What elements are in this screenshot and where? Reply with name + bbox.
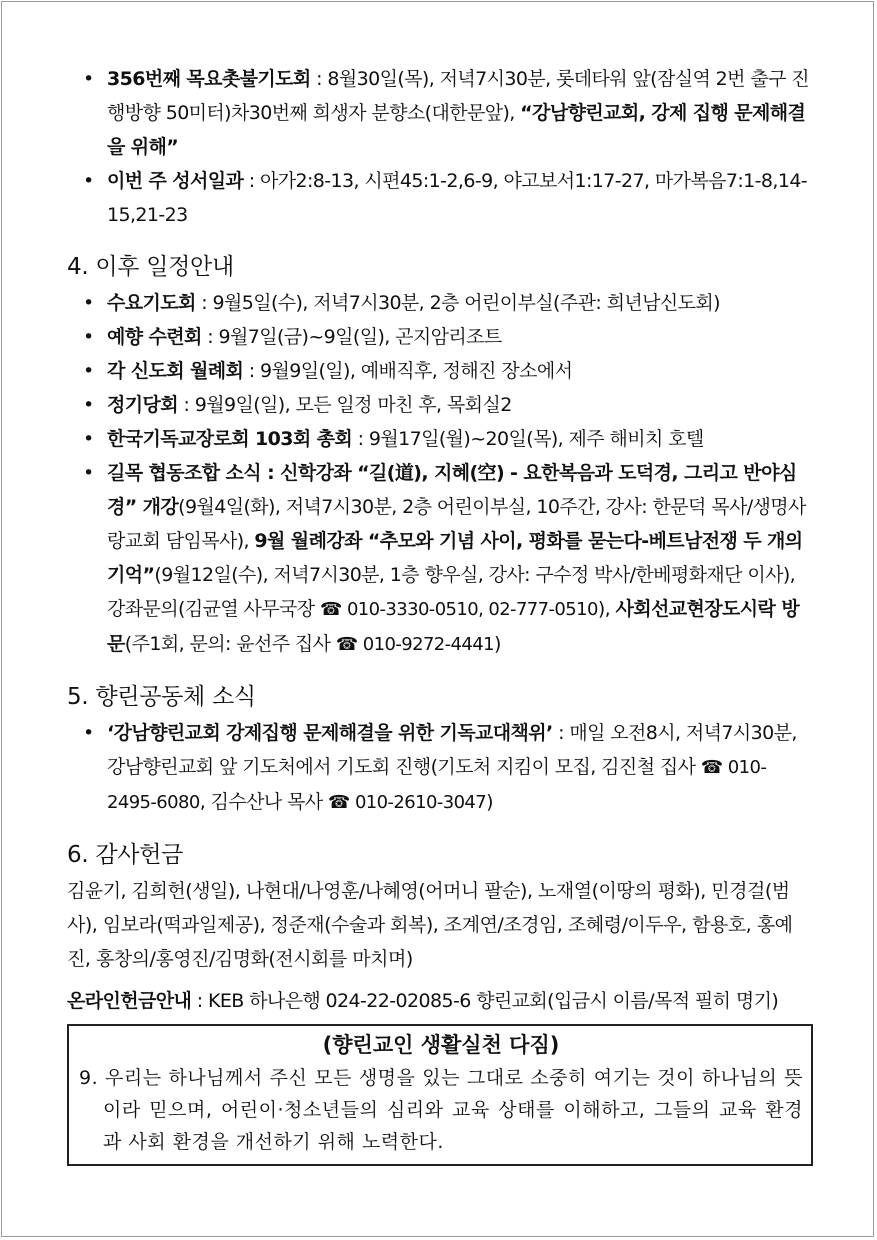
- item-title: 각 신도회 월례회: [107, 360, 244, 382]
- bulletin-page: [67, 62, 813, 1166]
- item-text: : 9월9일(일), 예배직후, 정해진 장소에서: [243, 360, 573, 382]
- section-title-offering: 6. 감사헌금: [67, 842, 184, 868]
- item-title: 길목 협동조합 소식 : 신학강좌 “길(道), 지혜(空) - 요한복음과 도덕경, 그리고 반야심경” 개강: [107, 462, 797, 518]
- phone-number: ☎ 010-9272-4441: [335, 634, 494, 655]
- bullet-icon: •: [83, 170, 94, 192]
- item-emphasis: 9월 월례강좌 “추모와 기념 사이, 평화를 묻는다-베트남전쟁 두 개의 기억”: [107, 530, 803, 586]
- item-title: 예향 수련회: [107, 326, 202, 348]
- item-text: , 김수산나 목사: [199, 791, 329, 813]
- list-item-thursday-vigil: [67, 62, 813, 164]
- item-text: : 매일 오전8시, 저녁7시30분, 강남향린교회 앞 기도처에서 기도회 진행(기도처 지킴이 모집, 김진철 집사: [107, 722, 797, 778]
- list-item: [67, 320, 813, 354]
- bullet-icon: •: [83, 326, 94, 348]
- item-title: 한국기독교장로회 103회 총회: [107, 428, 353, 450]
- online-offering-info: [67, 984, 813, 1018]
- bullet-icon: •: [83, 68, 94, 90]
- pledge-text: 9. 우리는 하나님께서 주신 모든 생명을 있는 그대로 소중히 여기는 것이 하나님의 뜻이라 믿으며, 어린이·청소년들의 심리와 교육 상태를 이해하고, 그들의 교육 환경과 사회 환경을 개선하기 위해 노력한다.: [79, 1067, 803, 1153]
- item-title: 정기당회: [107, 394, 179, 416]
- item-text: : 아가2:8-13, 시편45:1-2,6-9, 야고보서1:17-27, 마가복음7:1-8,14-15,21-23: [107, 170, 808, 226]
- list-item-lectionary: [67, 164, 813, 232]
- bullet-icon: •: [83, 428, 94, 450]
- bullet-icon: •: [83, 360, 94, 382]
- list-item-task-force: [67, 716, 813, 820]
- list-item: [67, 422, 813, 456]
- item-emphasis: 사회선교현장도시락 방문: [107, 598, 800, 655]
- pledge-box: [67, 1024, 813, 1166]
- item-title: 356번째 목요촛불기도회: [107, 68, 311, 90]
- item-text: : 8월30일(목), 저녁7시30분, 롯데타워 앞(잠실역 2번 출구 진행방향 50미터)차30번째 희생자 분향소(대한문앞),: [107, 68, 810, 124]
- bullet-icon: •: [83, 394, 94, 416]
- bullet-icon: •: [83, 722, 94, 744]
- bullet-icon: •: [83, 462, 94, 484]
- item-text: : 9월7일(금)~9일(일), 곤지암리조트: [201, 326, 502, 348]
- pledge-title: (향린교인 생활실천 다짐): [322, 1033, 560, 1057]
- list-item: [67, 388, 813, 422]
- item-text: ): [486, 791, 493, 813]
- item-title: 수요기도회: [107, 292, 196, 314]
- bullet-icon: •: [83, 292, 94, 314]
- online-offering-text: : KEB 하나은행 024-22-02085-6 향린교회(입금시 이름/목적 필히 명기): [191, 990, 779, 1012]
- item-text: : 9월9일(일), 모든 일정 마친 후, 목회실2: [178, 394, 512, 416]
- item-title: 이번 주 성서일과: [107, 170, 244, 192]
- item-emphasis: “강남향린교회, 강제 집행 문제해결을 위해”: [107, 102, 806, 158]
- item-text: (9월12일(수), 저녁7시30분, 1층 향우실, 강사: 구수정 박사/한베평화재단 이사), 강좌문의(김균열 사무국장: [107, 564, 796, 620]
- phone-number: ☎ 010-2610-3047: [328, 792, 487, 813]
- offering-list: 김윤기, 김희헌(생일), 나현대/나영훈/나혜영(어머니 팔순), 노재열(이땅의 평화), 민경걸(범사), 임보라(떡과일제공), 정준재(수술과 회복), 조계연/조경임, 조혜령/이두우, 함용호, 홍예진, 홍창의/홍영진/김명화(전시회를 마치며): [67, 880, 793, 970]
- item-text: : 9월17일(월)~20일(목), 제주 해비치 호텔: [352, 428, 704, 450]
- item-text: (9월4일(화), 저녁7시30분, 2층 어린이부실, 10주간, 강사: 한문덕 목사/생명사랑교회 담임목사),: [107, 496, 806, 552]
- item-title: ‘강남향린교회 강제집행 문제해결을 위한 기독교대책위’: [107, 722, 553, 744]
- item-text: ): [493, 633, 501, 655]
- list-item-gilmok: [67, 456, 813, 662]
- section-title-community: 5. 향린공동체 소식: [67, 684, 256, 710]
- list-item: [67, 286, 813, 320]
- online-offering-label: 온라인헌금안내: [67, 990, 192, 1012]
- item-text: (주1회, 문의: 윤선주 집사: [124, 633, 336, 655]
- list-item: [67, 354, 813, 388]
- phone-number: ☎ 010-2495-6080: [107, 757, 767, 813]
- section-title-schedule: 4. 이후 일정안내: [67, 254, 234, 280]
- phone-number: ☎ 010-3330-0510, 02-777-0510: [320, 599, 598, 620]
- item-text: ),: [597, 598, 616, 620]
- item-text: : 9월5일(수), 저녁7시30분, 2층 어린이부실(주관: 희년남신도회): [195, 292, 720, 314]
